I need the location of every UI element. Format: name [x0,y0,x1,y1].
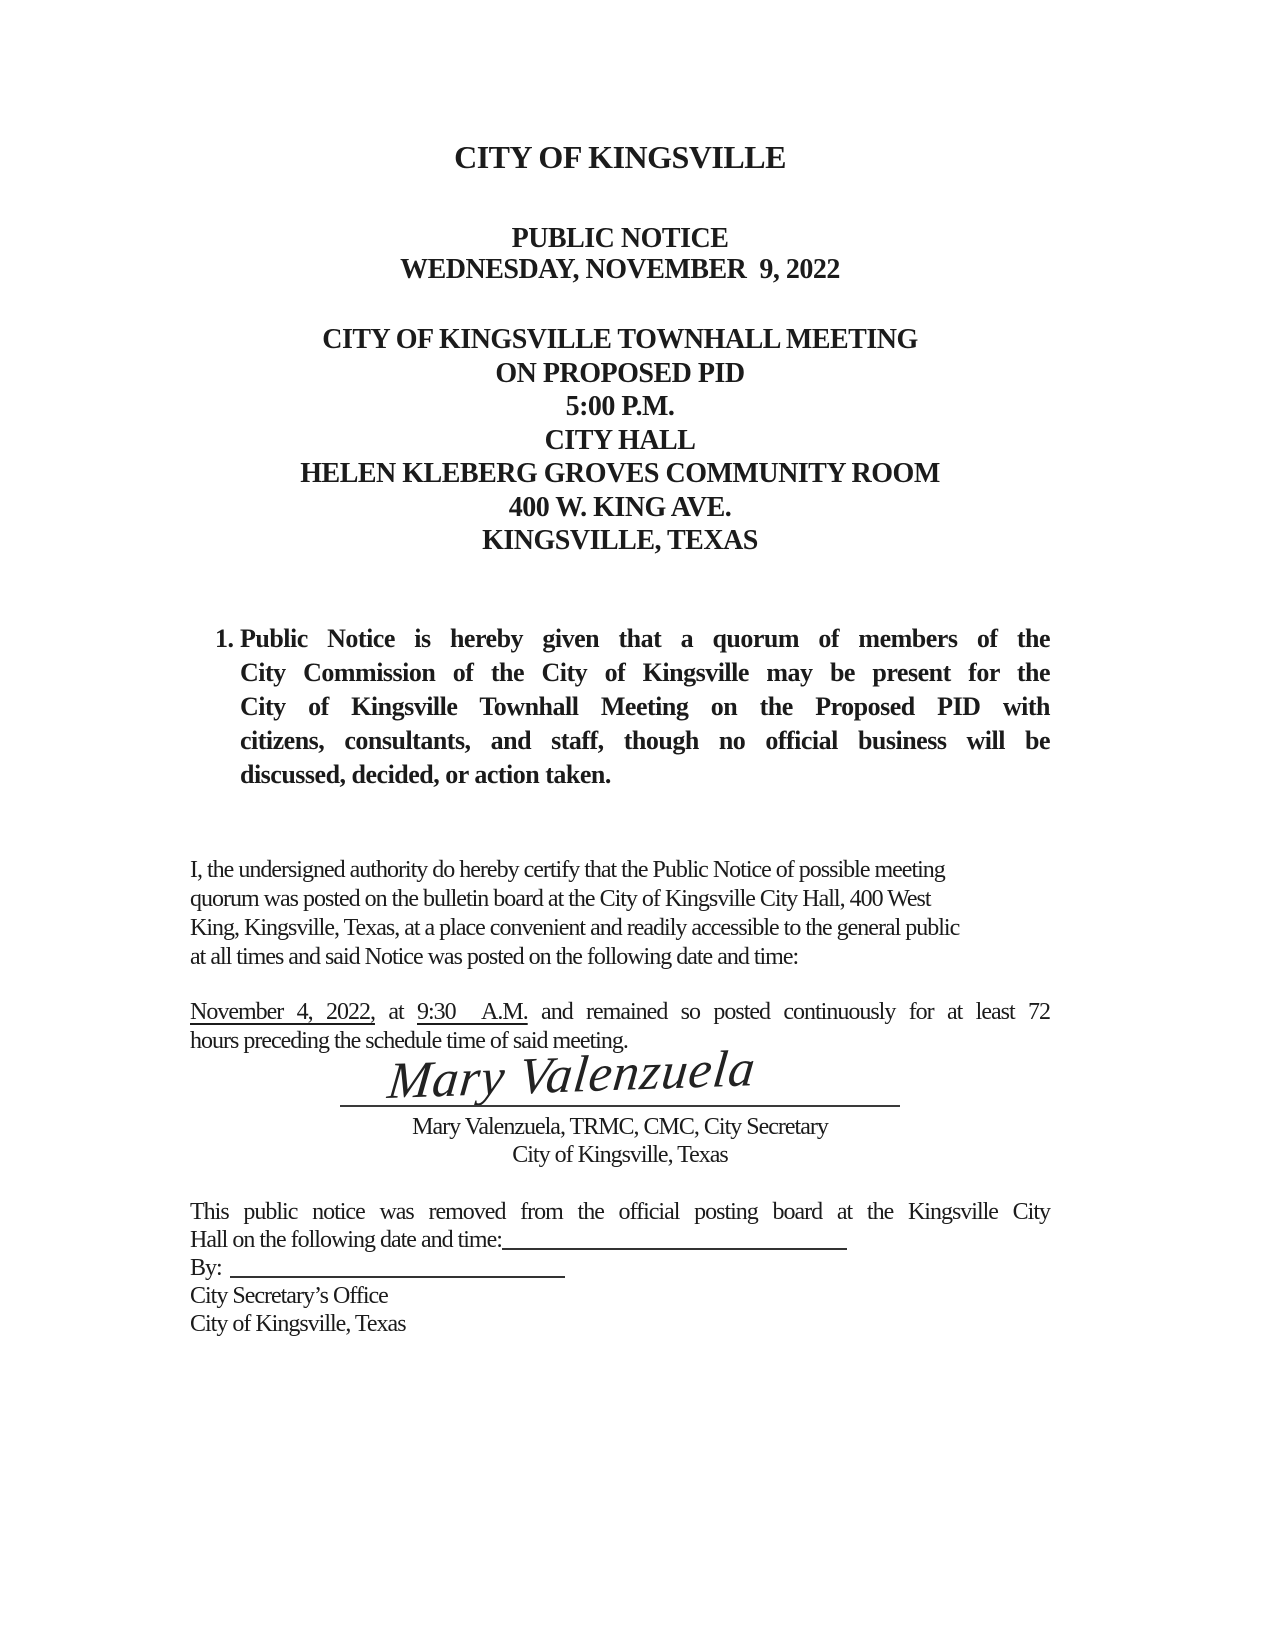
certification-line: King, Kingsville, Texas, at a place convenient and readily accessible to the general public [190,914,960,941]
quorum-notice-line: discussed, decided, or action taken. [240,759,611,789]
quorum-notice-line: City of Kingsville Townhall Meeting on the Proposed PID with [240,691,1050,721]
certification-paragraph [190,856,1050,972]
by-blank-line [230,1260,565,1278]
posting-date-underlined: November 4, 2022, [190,998,375,1025]
meeting-heading-line: HELEN KLEBERG GROVES COMMUNITY ROOM [300,458,940,489]
posting-line-1-rest: and remained so posted continuously for at least 72 [527,998,1051,1025]
quorum-notice-line: citizens, consultants, and staff, though no official business will be [240,725,1050,755]
posting-line-2: hours preceding the schedule time of said meeting. [190,1027,628,1054]
office-line: City Secretary’s Office [190,1282,388,1309]
document-content [190,0,1050,1338]
posting-line-1 [190,998,1050,1027]
quorum-notice-line: City Commission of the City of Kingsville may be present for the [240,657,1050,687]
meeting-heading-line: CITY HALL [544,424,696,456]
notice-heading-line: WEDNESDAY, NOVEMBER 9, 2022 [400,254,840,285]
organization-line: City of Kingsville, Texas [190,1310,406,1337]
notice-heading [190,223,1050,285]
by-line [190,1254,1050,1282]
signatory-name-title: Mary Valenzuela, TRMC, CMC, City Secretary [412,1113,828,1140]
certification-line: at all times and said Notice was posted on the following date and time: [190,943,799,970]
list-item-number: 1. [215,623,234,653]
handwritten-signature: Mary Valenzuela [385,1039,759,1110]
posting-time-underlined: 9:30 A.M. [417,998,528,1025]
quorum-notice-line: Public Notice is hereby given that a quorum of members of the [240,623,1050,653]
certification-line: I, the undersigned authority do hereby certify that the Public Notice of possible meeting [190,856,945,883]
meeting-heading-line: CITY OF KINGSVILLE TOWNHALL MEETING [322,324,918,355]
meeting-heading-line: ON PROPOSED PID [495,357,745,389]
meeting-heading-line: 400 W. KING AVE. [508,491,732,523]
removal-line-2 [190,1226,1050,1254]
by-label: By: [190,1254,222,1281]
signature-line [340,1105,900,1107]
posting-separator: at [374,998,417,1025]
signatory-organization: City of Kingsville, Texas [512,1141,728,1168]
removal-datetime-label: Hall on the following date and time: [190,1226,502,1253]
meeting-heading-line: 5:00 P.M. [565,391,675,422]
certification-line: quorum was posted on the bulletin board at the City of Kingsville City Hall, 400 West [190,885,931,912]
meeting-heading-line: KINGSVILLE, TEXAS [482,525,758,556]
removal-line-1: This public notice was removed from the official posting board at the Kingsville City [190,1198,1050,1225]
notice-heading-line: PUBLIC NOTICE [511,223,729,254]
meeting-heading [190,323,1050,558]
page-title: CITY OF KINGSVILLE [454,139,786,175]
quorum-notice-item [190,622,1050,792]
removal-datetime-blank-line [502,1232,847,1250]
removal-paragraph [190,1198,1050,1338]
quorum-notice-text [240,622,1050,792]
